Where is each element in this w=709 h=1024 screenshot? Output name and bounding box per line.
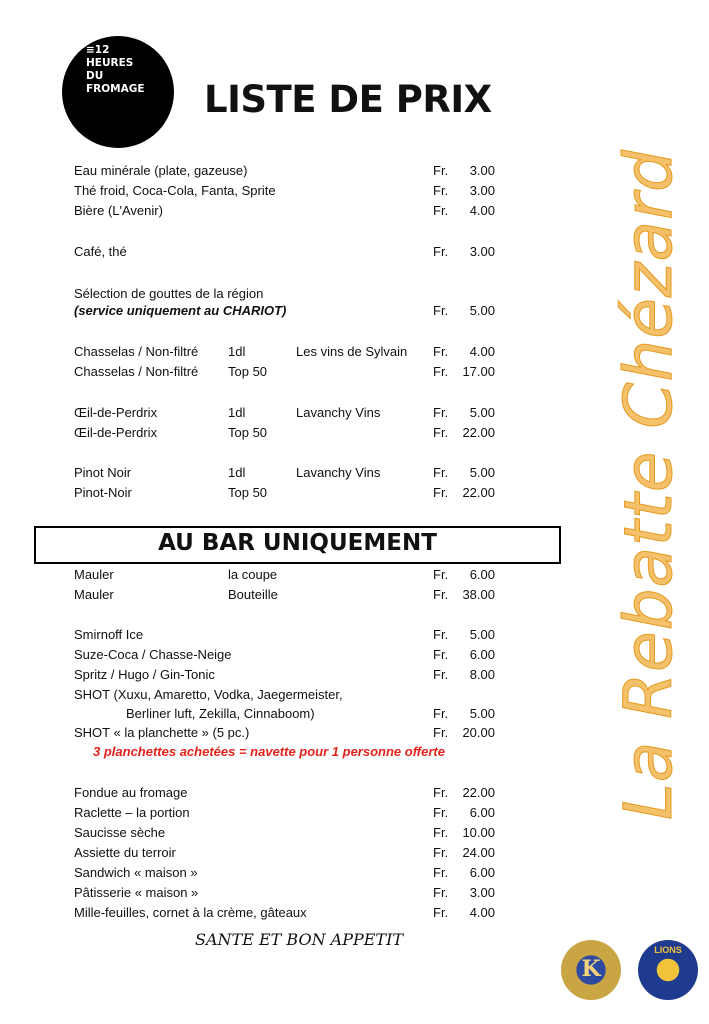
item-price: 5.00 [469,706,495,721]
item-price: 22.00 [462,425,495,440]
item-name: Chasselas / Non-filtré [74,364,199,379]
item-price: 6.00 [469,865,495,880]
item-name: Chasselas / Non-filtré [74,344,199,359]
bar-only-heading: AU BAR UNIQUEMENT [158,530,437,556]
bar-row [0,626,600,644]
promo-note: 3 planchettes achetées = navette pour 1 personne offerte [93,744,445,759]
logo-line: DU [86,70,104,82]
item-name: Sandwich « maison » [74,865,198,880]
item-name: Café, thé [74,244,127,259]
menu-row [0,182,600,200]
food-row [0,884,600,902]
item-price: 3.00 [469,183,495,198]
item-price: 5.00 [469,303,495,318]
currency-label: Fr. [433,865,449,880]
bar-only-banner [34,526,561,564]
bar-row [0,646,600,664]
item-price: 38.00 [462,587,495,602]
item-price: 24.00 [462,845,495,860]
item-price: 6.00 [469,567,495,582]
item-price: 22.00 [462,785,495,800]
currency-label: Fr. [433,163,449,178]
item-price: 5.00 [469,405,495,420]
item-name: Smirnoff Ice [74,627,144,642]
item-name: Pinot-Noir [74,485,132,500]
logo-line: HEURES [86,57,134,69]
item-price: 4.00 [469,344,495,359]
food-row [0,804,600,822]
item-quantity: Top 50 [228,364,268,379]
item-name: Suze-Coca / Chasse-Neige [74,647,232,662]
bar-row [0,724,600,742]
wine-row [0,404,600,422]
currency-label: Fr. [433,405,449,420]
currency-label: Fr. [433,485,449,500]
currency-label: Fr. [433,805,449,820]
menu-row [0,162,600,180]
item-price: 6.00 [469,647,495,662]
currency-label: Fr. [433,244,449,259]
item-quantity: 1dl [228,465,246,480]
item-price: 4.00 [469,203,495,218]
item-name: SHOT « la planchette » (5 pc.) [74,725,250,740]
currency-label: Fr. [433,203,449,218]
item-quantity: Top 50 [228,425,268,440]
item-name: Pinot Noir [74,465,132,480]
bar-row [0,586,600,604]
currency-label: Fr. [433,845,449,860]
item-name: Berliner luft, Zekilla, Cinnaboom) [126,706,315,721]
wine-row [0,343,600,361]
item-price: 5.00 [469,627,495,642]
food-row [0,904,600,922]
item-price: 22.00 [462,485,495,500]
item-name: Spritz / Hugo / Gin-Tonic [74,667,215,682]
item-name: SHOT (Xuxu, Amaretto, Vodka, Jaegermeister, [74,687,343,702]
item-quantity: la coupe [228,567,278,582]
currency-label: Fr. [433,785,449,800]
venue-title-vertical: La Rebatte Chézard [610,149,687,820]
food-row [0,824,600,842]
item-name: Mauler [74,567,114,582]
item-name: Pâtisserie « maison » [74,885,199,900]
currency-label: Fr. [433,183,449,198]
currency-label: Fr. [433,587,449,602]
menu-row [0,302,600,320]
currency-label: Fr. [433,567,449,582]
currency-label: Fr. [433,885,449,900]
kiwanis-emblem-icon [561,940,621,1000]
item-price: 20.00 [462,725,495,740]
item-producer: Lavanchy Vins [296,465,381,480]
item-name: Thé froid, Coca-Cola, Fanta, Sprite [74,183,276,198]
lions-emblem-icon [638,940,698,1000]
footer-greeting: SANTE ET BON APPETIT [195,930,404,949]
item-name: Mauler [74,587,114,602]
menu-row [0,202,600,220]
item-price: 10.00 [462,825,495,840]
item-name: Mille-feuilles, cornet à la crème, gâteaux [74,905,307,920]
item-name: Fondue au fromage [74,785,188,800]
kiwanis-letter: K [581,956,601,982]
item-price: 17.00 [462,364,495,379]
item-price: 3.00 [469,885,495,900]
item-quantity: Top 50 [228,485,268,500]
item-quantity: 1dl [228,405,246,420]
menu-row [0,285,600,303]
item-price: 8.00 [469,667,495,682]
item-producer: Les vins de Sylvain [296,344,408,359]
item-name: Sélection de gouttes de la région [74,286,264,301]
currency-label: Fr. [433,303,449,318]
item-price: 3.00 [469,244,495,259]
item-name: Assiette du terroir [74,845,176,860]
food-row [0,844,600,862]
wine-row [0,484,600,502]
food-row [0,784,600,802]
item-price: 6.00 [469,805,495,820]
currency-label: Fr. [433,425,449,440]
currency-label: Fr. [433,706,449,721]
item-quantity: 1dl [228,344,246,359]
item-price: 5.00 [469,465,495,480]
bar-row [0,566,600,584]
logo-text [86,44,176,96]
item-price: 4.00 [469,905,495,920]
bar-row [0,666,600,684]
currency-label: Fr. [433,667,449,682]
item-name: Œil-de-Perdrix [74,425,158,440]
currency-label: Fr. [433,647,449,662]
item-name: Bière (L'Avenir) [74,203,163,218]
currency-label: Fr. [433,465,449,480]
currency-label: Fr. [433,364,449,379]
bar-row [0,705,600,723]
food-row [0,864,600,882]
bar-row [0,686,600,704]
currency-label: Fr. [433,905,449,920]
logo-line: ≡12 [86,44,110,56]
item-name: Eau minérale (plate, gazeuse) [74,163,248,178]
item-name: Raclette – la portion [74,805,190,820]
wine-row [0,363,600,381]
chariot-note: (service uniquement au CHARIOT) [74,303,287,318]
lions-label: LIONS [654,945,682,955]
menu-row [0,243,600,261]
item-name: Œil-de-Perdrix [74,405,158,420]
wine-row [0,424,600,442]
logo-line: FROMAGE [86,83,145,95]
item-quantity: Bouteille [228,587,278,602]
item-name: Saucisse sèche [74,825,166,840]
page-title: LISTE DE PRIX [204,78,492,121]
currency-label: Fr. [433,725,449,740]
wine-row [0,464,600,482]
item-producer: Lavanchy Vins [296,405,381,420]
currency-label: Fr. [433,344,449,359]
currency-label: Fr. [433,825,449,840]
currency-label: Fr. [433,627,449,642]
item-price: 3.00 [469,163,495,178]
